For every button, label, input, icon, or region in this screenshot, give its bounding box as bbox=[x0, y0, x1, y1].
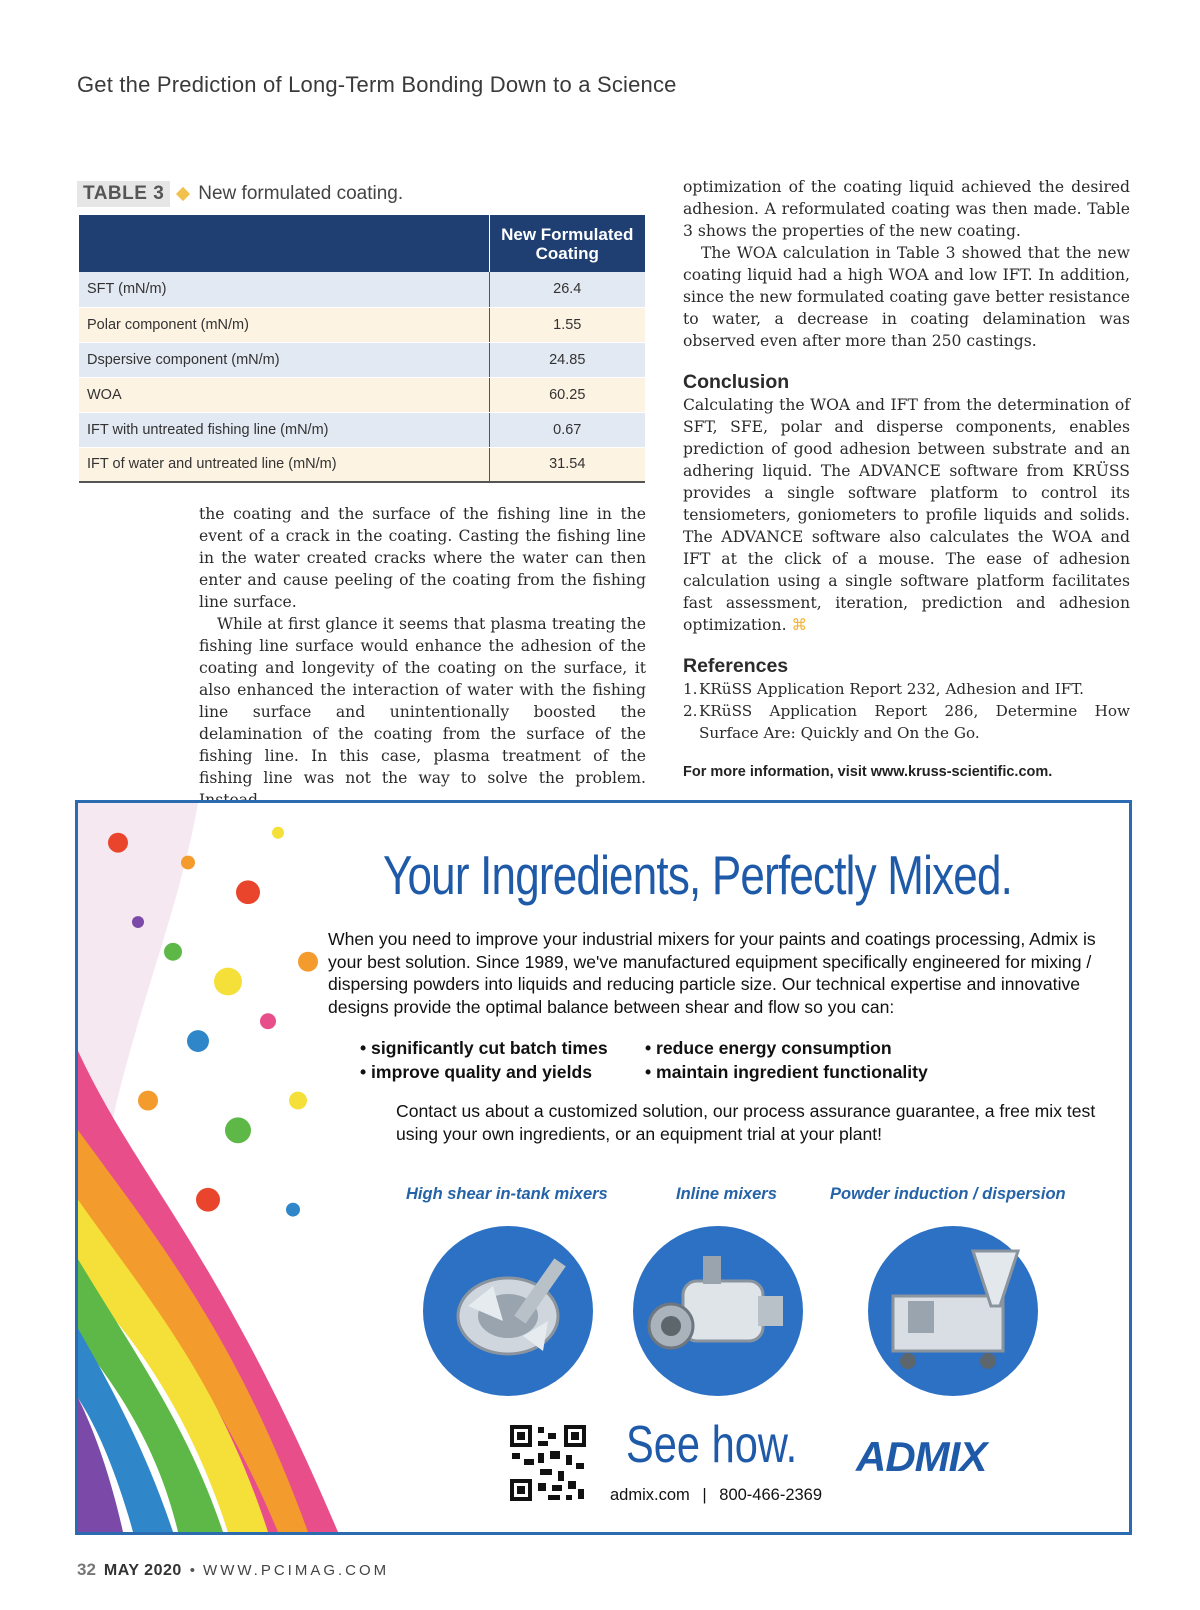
powder-induction-image bbox=[868, 1226, 1038, 1396]
product-label-powder: Powder induction / dispersion bbox=[830, 1185, 1066, 1203]
paragraph: optimization of the coating liquid achieved the desired adhesion. A reformulated coating was then made. Table 3 shows the properties of the new coating. bbox=[683, 178, 1130, 240]
row-value: 0.67 bbox=[489, 412, 645, 447]
table-header-blank bbox=[79, 215, 489, 272]
table-column-header bbox=[489, 215, 645, 272]
benefit-item: • reduce energy consumption bbox=[645, 1038, 892, 1058]
diamond-icon bbox=[176, 187, 190, 201]
row-value: 26.4 bbox=[489, 272, 645, 307]
benefit-item: • maintain ingredient functionality bbox=[645, 1062, 928, 1082]
table-row bbox=[79, 377, 645, 412]
row-label: IFT of water and untreated line (mN/m) bbox=[79, 447, 489, 482]
table-row bbox=[79, 307, 645, 342]
admix-advertisement[interactable] bbox=[75, 800, 1132, 1535]
row-label: Dspersive component (mN/m) bbox=[79, 342, 489, 377]
row-value: 1.55 bbox=[489, 307, 645, 342]
paragraph: While at first glance it seems that plasma treating the fishing line surface would enhance the adhesion of the coating and longevity of the coating on the surface, it also enhanced the interaction of water with the fishing line surface and unintentionally boosted the delamination of the coating from the surface of the fishing line. In this case, plasma treatment of the fishing line was not the way to solve the problem. bbox=[199, 615, 646, 787]
ad-contact-line bbox=[610, 1486, 822, 1505]
table-tag: TABLE 3 bbox=[77, 181, 170, 207]
page-footer bbox=[77, 1560, 389, 1580]
left-text-column bbox=[199, 503, 646, 811]
page-number: 32 bbox=[77, 1560, 96, 1579]
high-shear-mixer-image bbox=[423, 1226, 593, 1396]
row-label: IFT with untreated fishing line (mN/m) bbox=[79, 412, 489, 447]
reference-text: KRüSS Application Report 232, Adhesion and IFT. bbox=[699, 680, 1084, 698]
table-label bbox=[77, 180, 403, 208]
see-how-cta[interactable]: See how. bbox=[626, 1416, 798, 1474]
row-label: Polar component (mN/m) bbox=[79, 307, 489, 342]
properties-table bbox=[79, 215, 645, 483]
reference-number: 2. bbox=[683, 702, 698, 720]
ad-headline: Your Ingredients, Perfectly Mixed. bbox=[383, 844, 1013, 906]
paragraph: the coating and the surface of the fishing line in the event of a crack in the coating. Casting the fishing line in the water created cracks where the water can then enter and cause peeling of the coating from the fishing line surface. bbox=[199, 505, 646, 611]
references-heading: References bbox=[683, 655, 789, 677]
row-value: 24.85 bbox=[489, 342, 645, 377]
admix-logo: ADMIX bbox=[856, 1433, 987, 1480]
inline-mixer-image bbox=[633, 1226, 803, 1396]
table-header-row bbox=[79, 215, 645, 272]
conclusion-text: Calculating the WOA and IFT from the determination of SFT, SFE, polar and disperse components, enables prediction of good adhesion between substrate and an adhering liquid. The ADVANCE software from KRÜSS provides a single software platform to control its tensiometers, goniometers to profile liquids and solids. The ADVANCE software also calculates the WOA and IFT at the click of a mouse. The ease of adhesion calculation using a single software platform facilitates fast assessment, iteration, prediction and adhesion optimization. bbox=[683, 396, 1130, 634]
ad-website-link[interactable]: admix.com bbox=[610, 1486, 690, 1504]
conclusion-paragraph bbox=[683, 394, 1130, 636]
ad-body-text: When you need to improve your industrial mixers for your paints and coatings processing, Admix is your best solution. Since 1989, we've manufactured equipment specifically engineered for mixing / dispersing powders into liquids and reducing particle size. Our technical expertise and innovative designs provide the optimal balance between shear and flow so you can: bbox=[328, 929, 1096, 1017]
column-header-line2: Coating bbox=[535, 243, 599, 263]
row-label: WOA bbox=[79, 377, 489, 412]
qr-code-icon[interactable] bbox=[508, 1423, 588, 1503]
benefit-item: • significantly cut batch times bbox=[360, 1038, 608, 1058]
table-row bbox=[79, 272, 645, 307]
row-value: 31.54 bbox=[489, 447, 645, 482]
reference-item bbox=[683, 678, 1130, 700]
table-row bbox=[79, 447, 645, 482]
benefit-item: • improve quality and yields bbox=[360, 1062, 593, 1082]
product-label-inline: Inline mixers bbox=[676, 1185, 777, 1203]
column-header-line1: New Formulated bbox=[501, 224, 634, 244]
right-text-column bbox=[683, 176, 1130, 780]
footer-website[interactable]: WWW.PCIMAG.COM bbox=[203, 1562, 390, 1579]
issue-date: MAY 2020 bbox=[103, 1562, 182, 1579]
paint-splash-image bbox=[78, 803, 338, 1532]
footer-separator: • bbox=[189, 1562, 196, 1579]
reference-item bbox=[683, 700, 1130, 744]
ad-benefits-list bbox=[360, 1036, 1080, 1084]
table-row bbox=[79, 412, 645, 447]
ad-phone-link[interactable]: 800-466-2369 bbox=[719, 1486, 823, 1504]
table-caption: New formulated coating. bbox=[198, 183, 404, 204]
references-list bbox=[683, 678, 1130, 744]
product-label-high-shear: High shear in-tank mixers bbox=[406, 1185, 608, 1203]
separator: | bbox=[702, 1486, 707, 1504]
table-row bbox=[79, 342, 645, 377]
more-info-link[interactable]: For more information, visit www.kruss-scientific.com. bbox=[683, 764, 1053, 780]
ad-contact-text: Contact us about a customized solution, our process assurance guarantee, a free mix test using your own ingredients, or an equipment trial at your plant! bbox=[396, 1101, 1096, 1144]
conclusion-heading: Conclusion bbox=[683, 371, 790, 393]
paragraph: The WOA calculation in Table 3 showed that the new coating liquid had a high WOA and low IFT. In addition, since the new formulated coating gave better resistance to water, a decrease in coating delamination was observed even after more than 250 castings. bbox=[683, 244, 1130, 350]
row-label: SFT (mN/m) bbox=[79, 272, 489, 307]
reference-text: KRüSS Application Report 286, Determine How Surface Are: Quickly and On the Go. bbox=[699, 702, 1130, 742]
reference-number: 1. bbox=[683, 680, 698, 698]
end-mark-icon: ⌘ bbox=[791, 616, 808, 634]
running-header: Get the Prediction of Long-Term Bonding Down to a Science bbox=[77, 72, 677, 97]
row-value: 60.25 bbox=[489, 377, 645, 412]
